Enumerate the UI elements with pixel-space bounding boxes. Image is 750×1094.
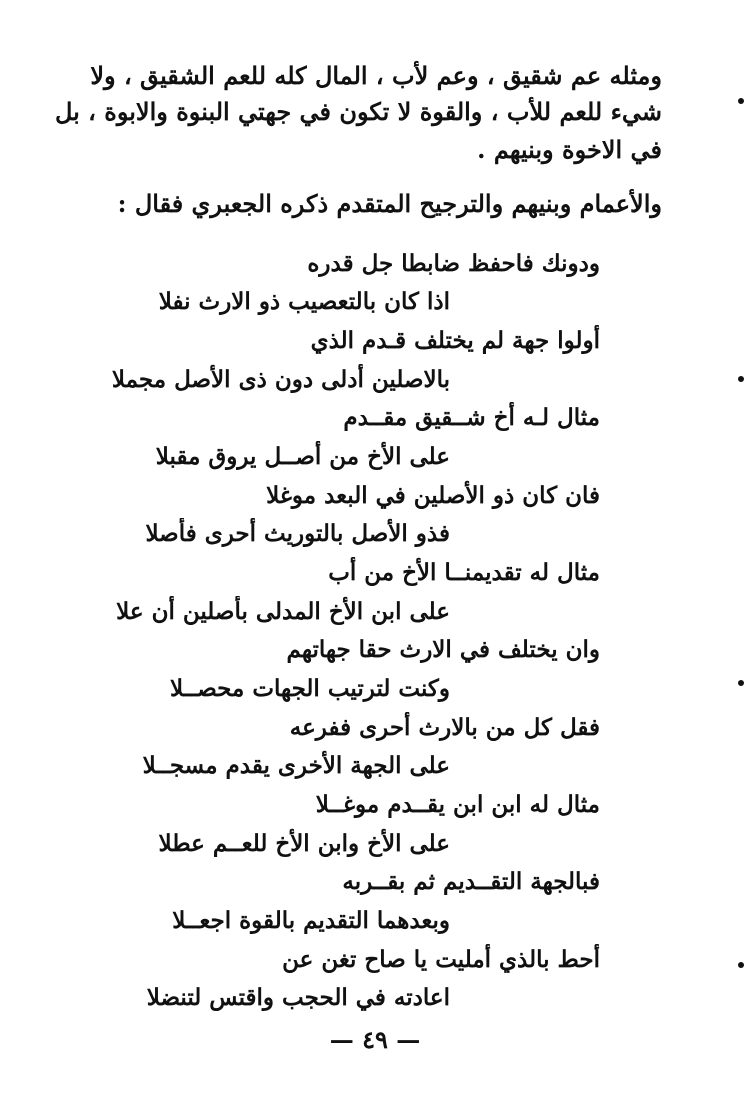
verse-4-first-hemistich: فان كان ذو الأصلين في البعد موغلا xyxy=(266,482,600,509)
verse-6-second-hemistich: وكنت لترتيب الجهات محصــلا xyxy=(170,675,450,702)
verse-4-second-hemistich: فذو الأصل بالتوريث أحرى فأصلا xyxy=(145,520,450,547)
verse-10-second-hemistich: اعادته في الحجب واقتس لتنضلا xyxy=(146,984,450,1011)
binding-dot-icon xyxy=(738,376,744,382)
verse-10-first-hemistich: أحط بالذي أمليت يا صاح تغن عن xyxy=(282,946,600,973)
binding-dot-icon xyxy=(738,680,744,686)
verse-1-first-hemistich: ودونك فاحفظ ضابطا جل قدره xyxy=(307,250,600,277)
intro-line-3: في الاخوة وبنيهم . xyxy=(477,135,662,164)
verse-9-second-hemistich: وبعدهما التقديم بالقوة اجعــلا xyxy=(172,907,450,934)
verse-7-first-hemistich: فقل كل من بالارث أحرى ففرعه xyxy=(289,714,600,741)
verse-3-first-hemistich: مثال لـه أخ شــقيق مقــدم xyxy=(343,404,600,431)
verse-3-second-hemistich: على الأخ من أصــل يروق مقبلا xyxy=(155,443,450,470)
intro-line-1: ومثله عم شقيق ، وعم لأب ، المال كله للعم الشقيق ، ولا xyxy=(90,61,662,90)
verse-8-first-hemistich: مثال له ابن ابن يقــدم موغــلا xyxy=(315,791,600,818)
verse-2-first-hemistich: أولوا جهة لم يختلف قـدم الذي xyxy=(310,327,600,354)
binding-dot-icon xyxy=(738,962,744,968)
binding-dot-icon xyxy=(738,98,744,104)
verse-9-first-hemistich: فبالجهة التقــديم ثم بقــربه xyxy=(342,868,600,895)
intro-line-2: شيء للعم للأب ، والقوة لا تكون في جهتي البنوة والابوة ، بل xyxy=(54,97,662,126)
verse-5-second-hemistich: على ابن الأخ المدلى بأصلين أن علا xyxy=(116,598,450,625)
verse-2-second-hemistich: بالاصلين أدلى دون ذى الأصل مجملا xyxy=(111,366,450,393)
page-number: — ٤٩ — xyxy=(329,1025,421,1054)
verse-8-second-hemistich: على الأخ وابن الأخ للعــم عطلا xyxy=(158,830,450,857)
transition-line: والأعمام وبنيهم والترجيح المتقدم ذكره الجعبري فقال : xyxy=(117,189,662,218)
verse-1-second-hemistich: اذا كان بالتعصيب ذو الارث نفلا xyxy=(158,288,450,315)
verse-7-second-hemistich: على الجهة الأخرى يقدم مسجــلا xyxy=(142,752,450,779)
verse-6-first-hemistich: وان يختلف في الارث حقا جهاتهم xyxy=(286,636,600,663)
verse-5-first-hemistich: مثال له تقديمنــا الأخ من أب xyxy=(328,559,600,586)
